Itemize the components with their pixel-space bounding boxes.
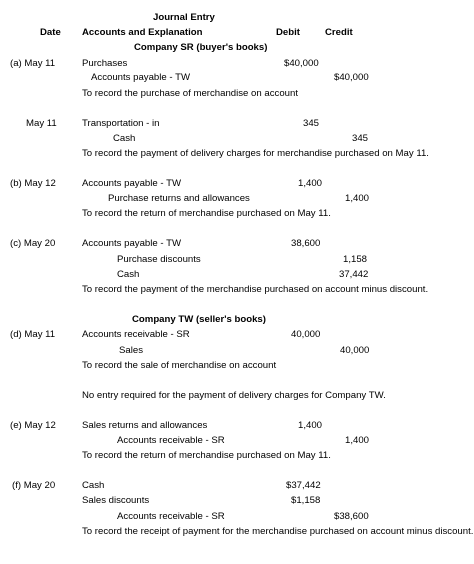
debit-amount: 40,000 bbox=[291, 329, 321, 340]
entry-memo: To record the payment of delivery charges for merchandise purchased on May 11. bbox=[82, 148, 429, 159]
account-name: Accounts payable - TW bbox=[82, 238, 182, 249]
credit-amount: 1,400 bbox=[345, 193, 370, 204]
journal-title: Journal Entry bbox=[153, 12, 215, 23]
account-name: Accounts receivable - SR bbox=[117, 511, 225, 522]
debit-column-header: Debit bbox=[276, 27, 300, 38]
no-entry-note: No entry required for the payment of delivery charges for Company TW. bbox=[82, 390, 386, 401]
credit-amount: 1,158 bbox=[343, 254, 368, 265]
credit-amount: 37,442 bbox=[339, 269, 369, 280]
entry-memo: To record the return of merchandise purchased on May 11. bbox=[82, 208, 331, 219]
entry-date: (b) May 12 bbox=[10, 178, 56, 189]
account-name: Accounts receivable - SR bbox=[117, 435, 225, 446]
account-name: Sales returns and allowances bbox=[82, 420, 208, 431]
account-name: Cash bbox=[82, 480, 105, 491]
credit-amount: 40,000 bbox=[340, 345, 370, 356]
account-name: Transportation - in bbox=[82, 118, 160, 129]
account-name: Accounts receivable - SR bbox=[82, 329, 190, 340]
entry-date: (e) May 12 bbox=[10, 420, 56, 431]
account-name: Cash bbox=[117, 269, 140, 280]
buyer-books-heading: Company SR (buyer's books) bbox=[134, 42, 268, 53]
entry-memo: To record the receipt of payment for the merchandise purchased on account minus discount. bbox=[82, 526, 474, 537]
account-name: Sales discounts bbox=[82, 495, 150, 506]
entry-date: May 11 bbox=[26, 118, 57, 129]
account-name: Purchases bbox=[82, 58, 128, 69]
credit-amount: 345 bbox=[352, 133, 369, 144]
account-name: Cash bbox=[113, 133, 136, 144]
account-name: Purchase discounts bbox=[117, 254, 201, 265]
debit-amount: $1,158 bbox=[291, 495, 321, 506]
entry-date: (a) May 11 bbox=[10, 58, 56, 69]
credit-column-header: Credit bbox=[325, 27, 353, 38]
debit-amount: 1,400 bbox=[298, 178, 323, 189]
entry-memo: To record the sale of merchandise on account bbox=[82, 360, 277, 371]
credit-amount: $38,600 bbox=[334, 511, 369, 522]
seller-books-heading: Company TW (seller's books) bbox=[132, 314, 266, 325]
entry-memo: To record the payment of the merchandise purchased on account minus discount. bbox=[82, 284, 429, 295]
date-column-header: Date bbox=[40, 27, 61, 38]
entry-date: (f) May 20 bbox=[12, 480, 56, 491]
credit-amount: $40,000 bbox=[334, 72, 369, 83]
debit-amount: 345 bbox=[303, 118, 320, 129]
entry-memo: To record the return of merchandise purchased on May 11. bbox=[82, 450, 331, 461]
debit-amount: 1,400 bbox=[298, 420, 323, 431]
account-name: Purchase returns and allowances bbox=[108, 193, 250, 204]
debit-amount: $40,000 bbox=[284, 58, 319, 69]
account-name: Accounts payable - TW bbox=[91, 72, 191, 83]
accounts-column-header: Accounts and Explanation bbox=[82, 27, 203, 38]
credit-amount: 1,400 bbox=[345, 435, 370, 446]
entry-memo: To record the purchase of merchandise on account bbox=[82, 88, 298, 99]
account-name: Accounts payable - TW bbox=[82, 178, 182, 189]
debit-amount: 38,600 bbox=[291, 238, 321, 249]
debit-amount: $37,442 bbox=[286, 480, 321, 491]
entry-date: (d) May 11 bbox=[10, 329, 56, 340]
entry-date: (c) May 20 bbox=[10, 238, 56, 249]
account-name: Sales bbox=[119, 345, 143, 356]
